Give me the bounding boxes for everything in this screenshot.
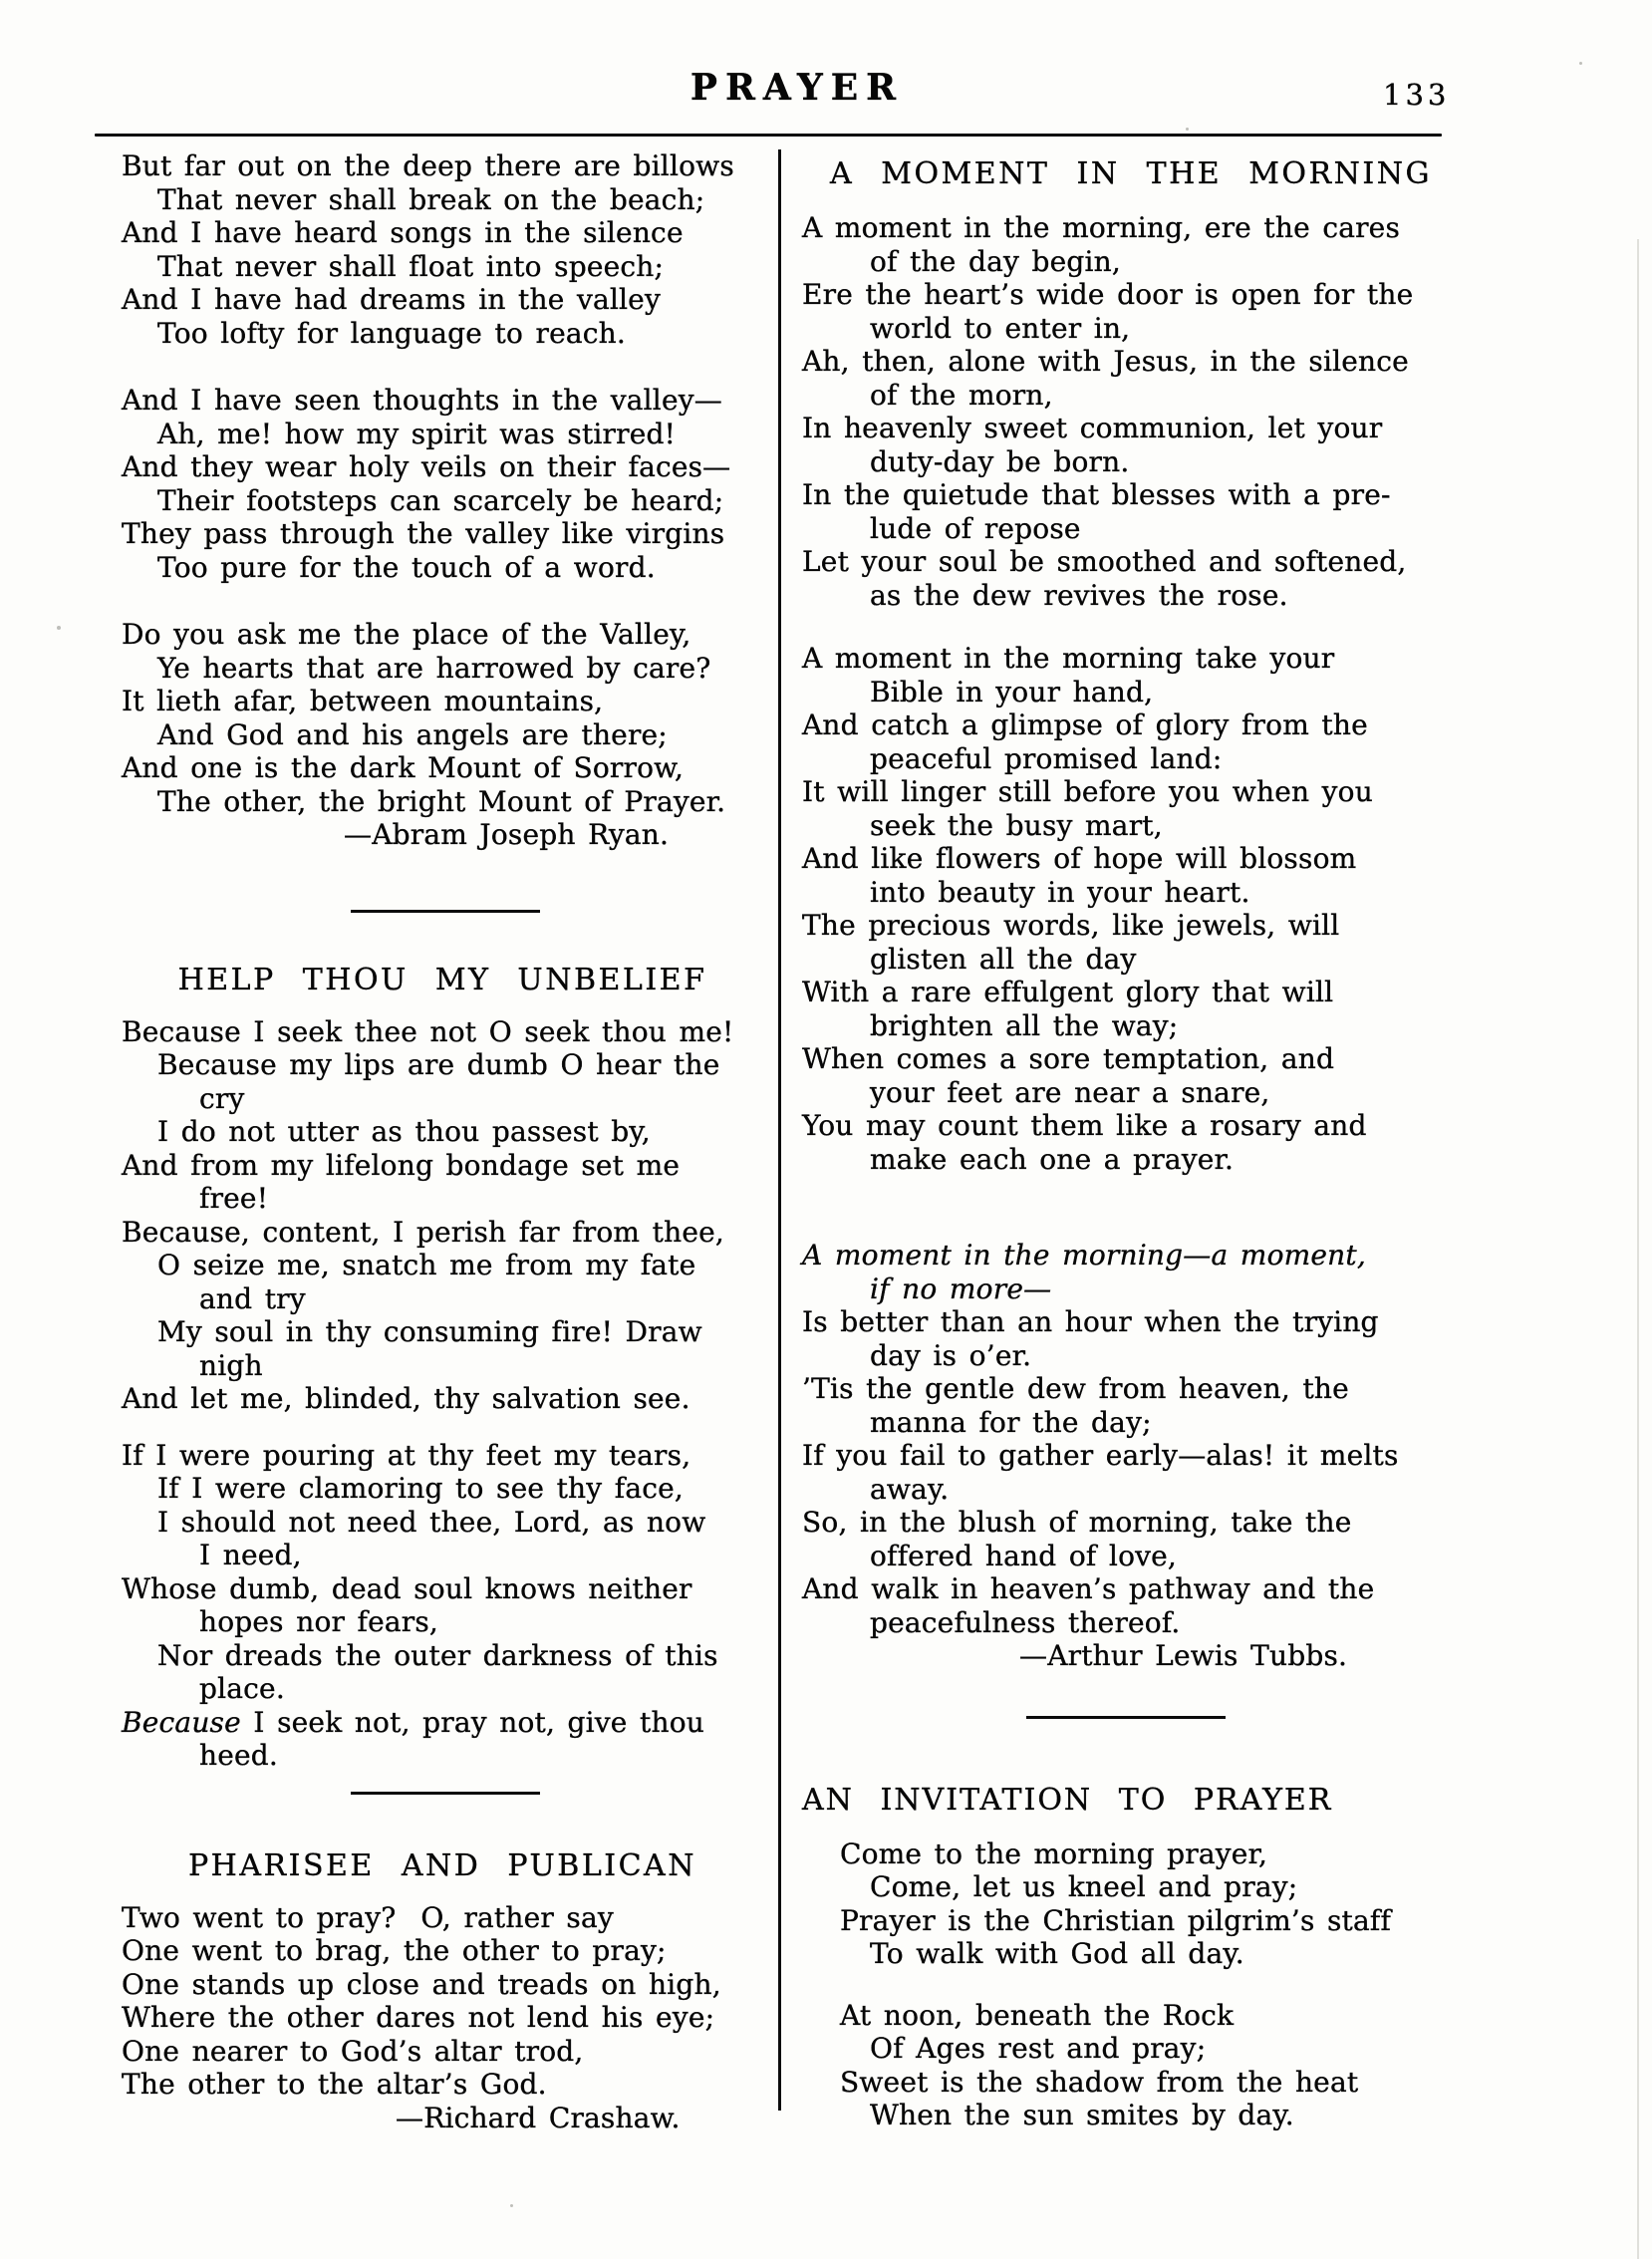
- poem-line: Let your soul be smoothed and softened,: [802, 545, 1407, 578]
- right-column: [802, 147, 1460, 2132]
- poem-line: Because I seek not, pray not, give thou: [122, 1705, 705, 1739]
- poem-line: peaceful promised land:: [870, 741, 1223, 775]
- poem-line: That never shall float into speech;: [157, 249, 665, 283]
- poem-line: Where the other dares not lend his eye;: [122, 2001, 715, 2034]
- poem-line: It lieth afar, between mountains,: [122, 685, 604, 717]
- poem-line: It will linger still before you when you: [802, 775, 1373, 808]
- poem-line: And like flowers of hope will blossom: [802, 842, 1357, 875]
- poem-line: Too lofty for language to reach.: [157, 316, 626, 350]
- poem-line: And one is the dark Mount of Sorrow,: [122, 751, 685, 784]
- scan-edge-line: [1637, 239, 1639, 2259]
- poem-line: And I have seen thoughts in the valley—: [122, 384, 722, 417]
- poem-line: And I have heard songs in the silence: [122, 216, 684, 249]
- poem-line: And catch a glimpse of glory from the: [802, 708, 1368, 741]
- left-column: [122, 147, 763, 2134]
- poem-line: Do you ask me the place of the Valley,: [122, 618, 691, 651]
- poem-line: Come to the morning prayer,: [840, 1836, 1268, 1870]
- column-divider-rule: [778, 149, 781, 2111]
- poem-line: lude of repose: [870, 511, 1081, 545]
- poem-line: At noon, beneath the Rock: [840, 1998, 1235, 2032]
- poem-line: In heavenly sweet communion, let your: [802, 412, 1383, 444]
- poem-an-invitation-to-prayer: [802, 1781, 1392, 2132]
- poem-pharisee-and-publican: [122, 1846, 763, 2135]
- poem-line: Is better than an hour when the trying: [802, 1305, 1379, 1338]
- paper-speck: [510, 2204, 513, 2207]
- poem-line: One stands up close and treads on high,: [122, 1967, 721, 2001]
- poem-line: I need,: [199, 1539, 302, 1571]
- poem-line: seek the busy mart,: [870, 808, 1163, 842]
- paper-speck: [1579, 62, 1582, 65]
- poem-line: heed.: [199, 1739, 278, 1772]
- poem-line: place.: [199, 1672, 285, 1705]
- stanza: [122, 1015, 763, 1416]
- poem-line: And I have had dreams in the valley: [122, 283, 661, 316]
- page-title: PRAYER: [689, 67, 905, 110]
- poem-line: Ah, then, alone with Jesus, in the silence: [802, 345, 1409, 378]
- poem-line: brighten all the way;: [870, 1008, 1179, 1042]
- poem-line: With a rare effulgent glory that will: [802, 976, 1334, 1008]
- poem-line: Prayer is the Christian pilgrim’s staff: [840, 1903, 1392, 1937]
- poem-a-moment-in-the-morning: [802, 154, 1460, 1673]
- poem-line: Too pure for the touch of a word.: [157, 550, 656, 584]
- poem-line: Because I seek thee not O seek thou me!: [122, 1014, 734, 1048]
- section-divider-rule: [351, 910, 540, 913]
- poem-line: peacefulness thereof.: [870, 1605, 1181, 1639]
- poem-help-thou-my-unbelief: [122, 961, 763, 1773]
- poem-line: And God and his angels are there;: [157, 717, 668, 751]
- poem-line: duty-day be born.: [870, 444, 1130, 478]
- italic-word: Because: [122, 1705, 241, 1739]
- poem-line: That never shall break on the beach;: [157, 182, 705, 216]
- stanza: [802, 642, 1460, 1176]
- poem-line: My soul in thy consuming fire! Draw: [157, 1315, 702, 1348]
- stanza: [122, 384, 763, 584]
- poem-line: And walk in heaven’s pathway and the: [802, 1572, 1375, 1605]
- poem-title: AN INVITATION TO PRAYER: [802, 1782, 1333, 1818]
- stanza: [122, 149, 763, 350]
- poem-line: manna for the day;: [870, 1405, 1152, 1439]
- poem-line: Nor dreads the outer darkness of this: [157, 1638, 718, 1672]
- poem-line: If I were clamoring to see thy face,: [157, 1472, 684, 1505]
- poem-line: So, in the blush of morning, take the: [802, 1506, 1352, 1539]
- poem-line: One went to brag, the other to pray;: [122, 1934, 667, 1967]
- poem-line: glisten all the day: [870, 942, 1137, 976]
- poem-line: If I were pouring at thy feet my tears,: [122, 1438, 691, 1472]
- stanza: [122, 1439, 763, 1773]
- poem-line: I do not utter as thou passest by,: [157, 1115, 651, 1148]
- poem-line: The other to the altar’s God.: [122, 2068, 547, 2101]
- poem-line: hopes nor fears,: [199, 1605, 439, 1638]
- poem-line: And let me, blinded, thy salvation see.: [122, 1382, 690, 1415]
- poem-line: Because, content, I perish far from thee,: [122, 1215, 724, 1249]
- poem-line: O seize me, snatch me from my fate: [157, 1249, 696, 1281]
- poem-line: But far out on the deep there are billows: [122, 149, 734, 182]
- poem-line: of the day begin,: [870, 244, 1121, 278]
- poem-title: PHARISEE AND PUBLICAN: [188, 1847, 696, 1883]
- stanza: [802, 1998, 1359, 2132]
- poem-line: your feet are near a snare,: [870, 1075, 1270, 1109]
- poem-line: The other, the bright Mount of Prayer.: [157, 784, 726, 818]
- poem-line: Come, let us kneel and pray;: [870, 1870, 1298, 1903]
- poem-line: I should not need thee, Lord, as now: [157, 1505, 706, 1539]
- poem-line: cry: [199, 1081, 245, 1115]
- poem-attribution: —Abram Joseph Ryan.: [344, 818, 670, 851]
- poem-line: into beauty in your heart.: [870, 875, 1250, 909]
- poem-attribution: —Richard Crashaw.: [396, 2101, 681, 2134]
- poem-line: A moment in the morning, ere the cares: [802, 211, 1401, 244]
- poem-line: if no more—: [870, 1271, 1052, 1305]
- poem-line: make each one a prayer.: [870, 1142, 1235, 1176]
- stanza: [122, 1901, 763, 2102]
- poem-line: If you fail to gather early—alas! it melts: [802, 1439, 1399, 1472]
- poem-line: ’Tis the gentle dew from heaven, the: [802, 1372, 1349, 1405]
- poem-line: A moment in the morning take your: [802, 642, 1335, 675]
- poem-line: In the quietude that blesses with a pre-: [802, 478, 1391, 511]
- poem-line: And they wear holy veils on their faces—: [122, 450, 731, 483]
- poem-title: HELP THOU MY UNBELIEF: [177, 962, 707, 997]
- poem-line: Of Ages rest and pray;: [870, 2032, 1207, 2065]
- poem-line: The precious words, like jewels, will: [802, 909, 1340, 942]
- poem-line: and try: [199, 1281, 306, 1315]
- stanza: [802, 1836, 1392, 1971]
- paper-speck: [57, 626, 61, 630]
- poem-attribution: —Arthur Lewis Tubbs.: [1019, 1639, 1348, 1672]
- poem-line: A moment in the morning—a moment,: [802, 1239, 1366, 1271]
- page-number: 133: [1383, 78, 1451, 112]
- poem-line: Bible in your hand,: [870, 675, 1154, 708]
- poem-line: as the dew revives the rose.: [870, 578, 1288, 612]
- header-rule: [95, 134, 1442, 137]
- poem-line: Because my lips are dumb O hear the: [157, 1048, 720, 1081]
- poem-line: They pass through the valley like virgins: [122, 517, 725, 550]
- poem-line: You may count them like a rosary and: [802, 1109, 1367, 1142]
- poem-line: When comes a sore temptation, and: [802, 1042, 1335, 1075]
- poem-line: Ye hearts that are harrowed by care?: [157, 651, 711, 685]
- poem-line: world to enter in,: [870, 311, 1131, 345]
- poem-line: Two went to pray? O, rather say: [122, 1900, 614, 1934]
- poem-line: Sweet is the shadow from the heat: [840, 2065, 1359, 2099]
- poem-line: Ere the heart’s wide door is open for the: [802, 278, 1414, 311]
- poem-line: offered hand of love,: [870, 1539, 1178, 1572]
- section-divider-rule: [351, 1792, 540, 1795]
- stanza: [802, 211, 1460, 612]
- poem-line: free!: [199, 1182, 269, 1215]
- stanza: [802, 1239, 1460, 1639]
- poem-line: away.: [870, 1472, 950, 1506]
- poem-line: Whose dumb, dead soul knows neither: [122, 1571, 692, 1605]
- poem-line: When the sun smites by day.: [870, 2099, 1294, 2131]
- poem-valley-of-prayer: [122, 149, 763, 852]
- poem-line: And from my lifelong bondage set me: [122, 1148, 681, 1182]
- poem-line: Their footsteps can scarcely be heard;: [157, 483, 724, 517]
- poem-line: of the morn,: [870, 378, 1053, 412]
- paper-speck: [1186, 128, 1189, 131]
- stanza: [122, 618, 763, 818]
- poem-line: nigh: [199, 1348, 263, 1382]
- poem-line: One nearer to God’s altar trod,: [122, 2034, 584, 2068]
- poem-line: To walk with God all day.: [870, 1937, 1244, 1970]
- poem-title: A MOMENT IN THE MORNING: [830, 156, 1432, 191]
- poem-line: day is o’er.: [870, 1338, 1032, 1372]
- poem-line: Ah, me! how my spirit was stirred!: [157, 417, 677, 450]
- section-divider-rule: [1026, 1716, 1226, 1719]
